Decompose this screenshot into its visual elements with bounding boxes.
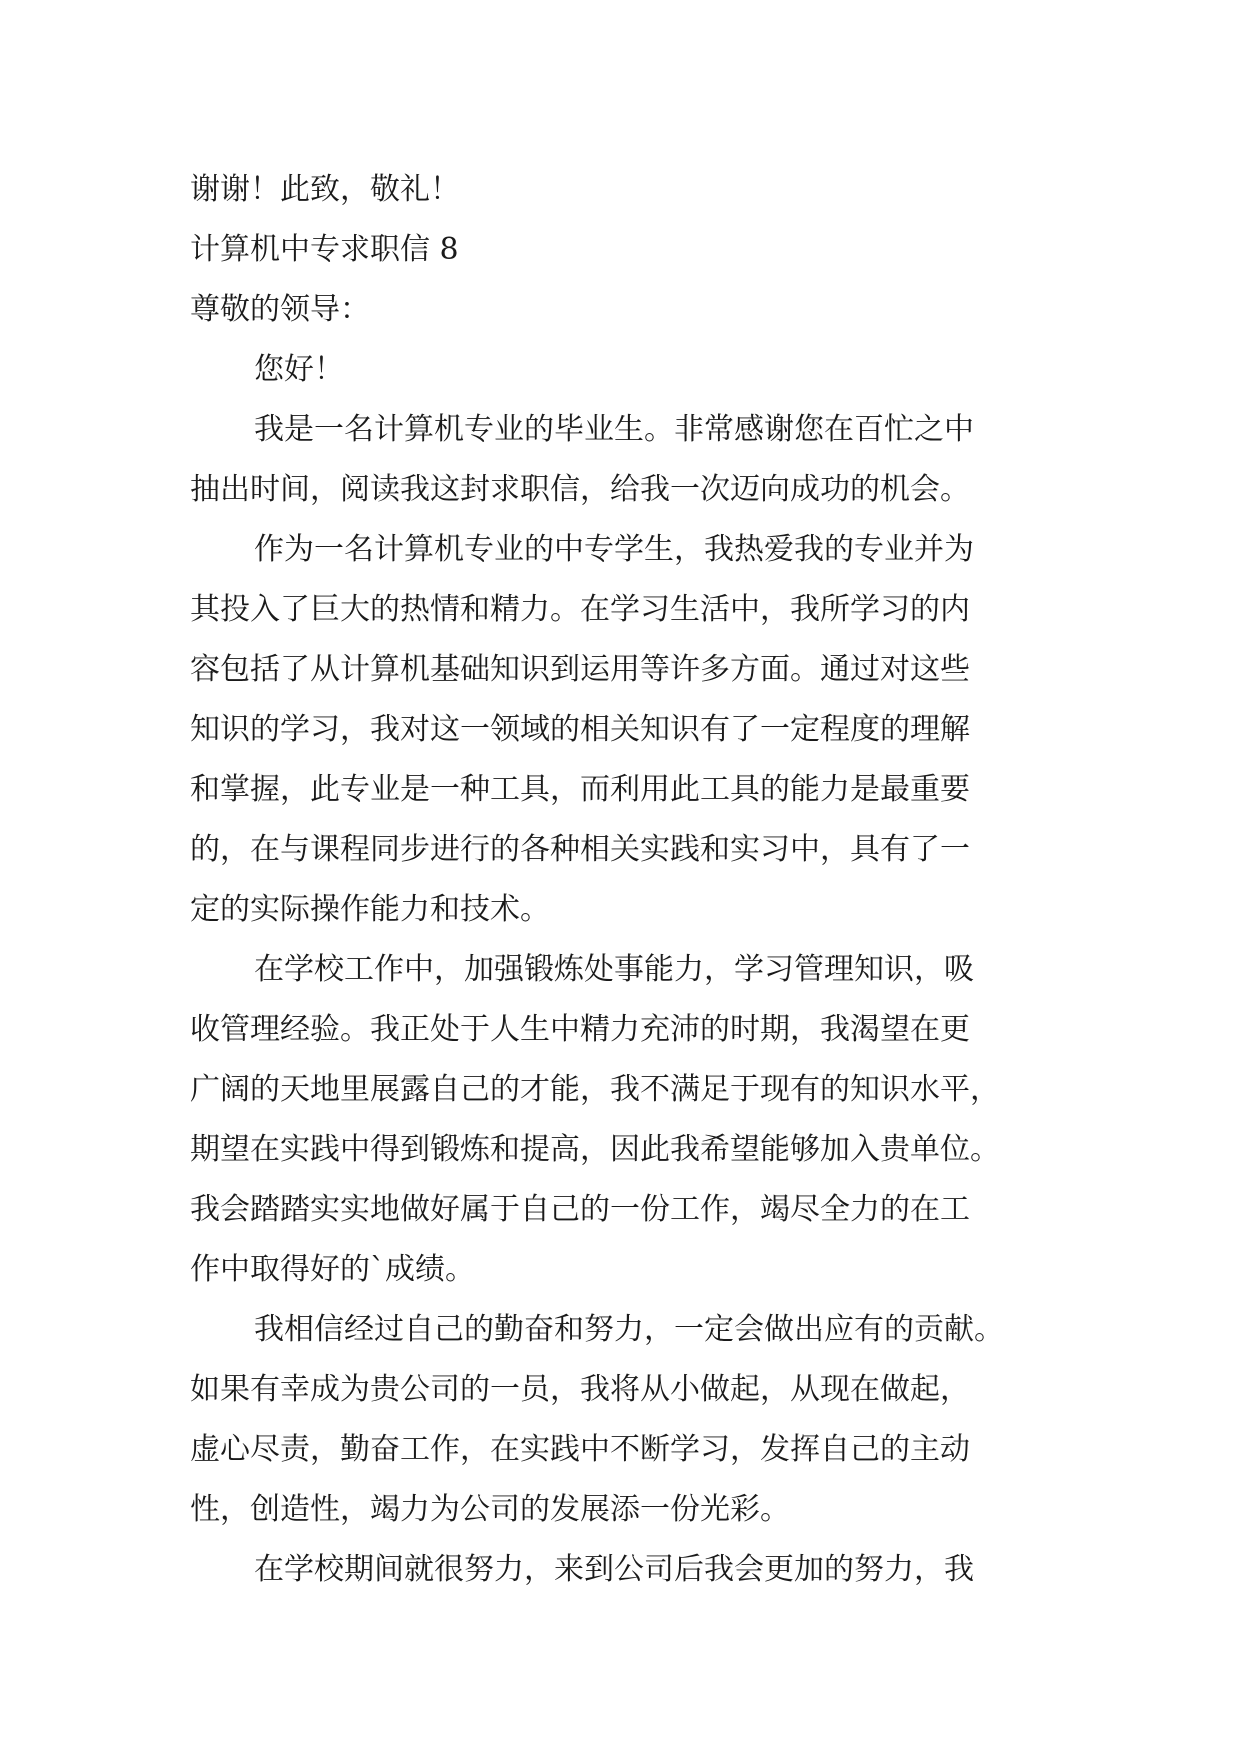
text-line: 您好！ [254,352,344,387]
text-line: 在学校期间就很努力，来到公司后我会更加的努力，我 [254,1552,974,1587]
text-line: 的，在与课程同步进行的各种相关实践和实习中，具有了一 [190,832,970,867]
text-line: 我会踏踏实实地做好属于自己的一份工作，竭尽全力的在工 [190,1192,970,1227]
text-line: 作为一名计算机专业的中专学生，我热爱我的专业并为 [254,532,974,567]
text-line: 收管理经验。我正处于人生中精力充沛的时期，我渴望在更 [190,1012,970,1047]
text-line: 如果有幸成为贵公司的一员，我将从小做起，从现在做起， [190,1372,970,1407]
text-line: 作中取得好的`成绩。 [190,1252,475,1287]
text-line: 知识的学习，我对这一领域的相关知识有了一定程度的理解 [190,712,970,747]
letter-body [190,160,1070,1600]
text-line: 和掌握，此专业是一种工具，而利用此工具的能力是最重要 [190,772,970,807]
text-line: 尊敬的领导： [190,292,370,327]
text-line: 我是一名计算机专业的毕业生。非常感谢您在百忙之中 [254,412,974,447]
text-line: 定的实际操作能力和技术。 [190,892,550,927]
text-line: 期望在实践中得到锻炼和提高，因此我希望能够加入贵单位。 [190,1132,1000,1167]
text-line: 性，创造性，竭力为公司的发展添一份光彩。 [190,1492,790,1527]
text-line: 我相信经过自己的勤奋和努力，一定会做出应有的贡献。 [254,1312,1004,1347]
text-line: 广阔的天地里展露自己的才能，我不满足于现有的知识水平， [190,1072,1000,1107]
text-line: 容包括了从计算机基础知识到运用等许多方面。通过对这些 [190,652,970,687]
text-line: 在学校工作中，加强锻炼处事能力，学习管理知识，吸 [254,952,974,987]
text-line: 其投入了巨大的热情和精力。在学习生活中，我所学习的内 [190,592,970,627]
text-line: 虚心尽责，勤奋工作，在实践中不断学习，发挥自己的主动 [190,1432,970,1467]
text-line: 计算机中专求职信 8 [190,232,459,267]
text-line: 谢谢！此致，敬礼！ [190,172,460,207]
text-line: 抽出时间，阅读我这封求职信，给我一次迈向成功的机会。 [190,472,970,507]
